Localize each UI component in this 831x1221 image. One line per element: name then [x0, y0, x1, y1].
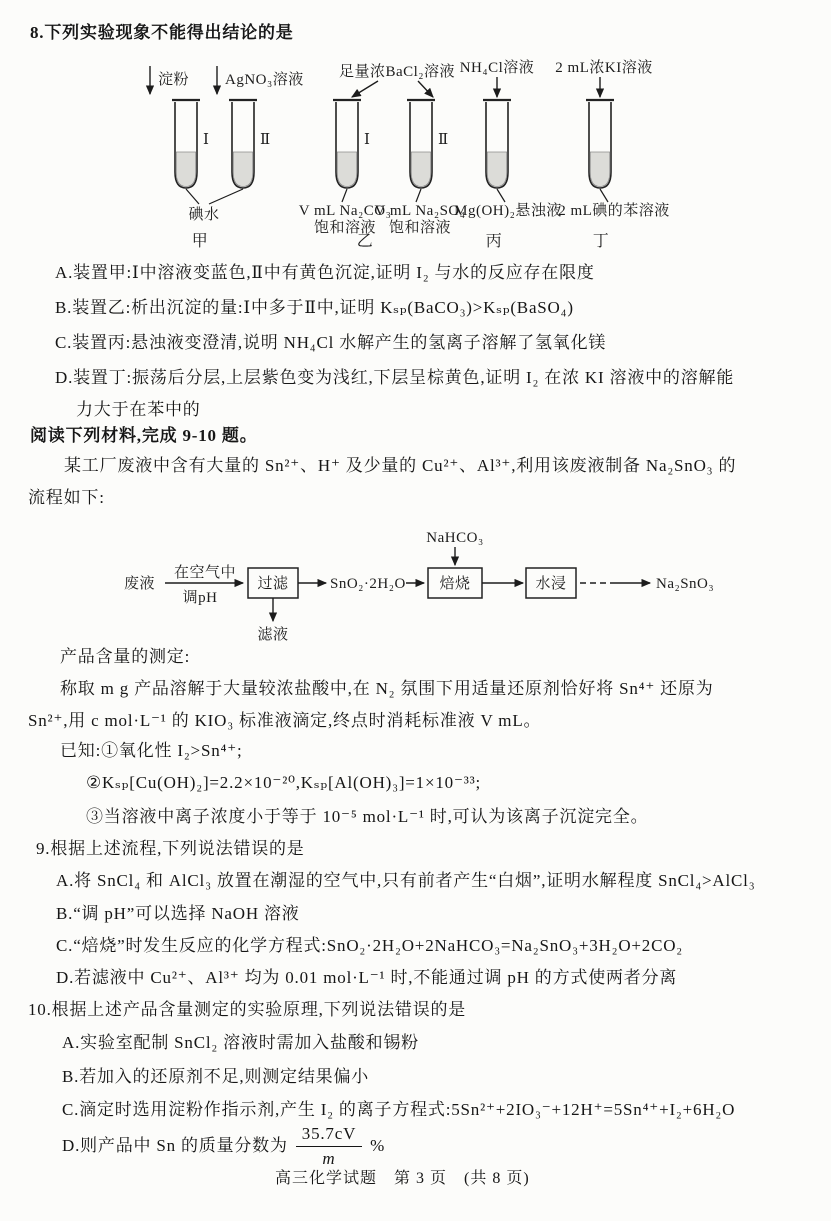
jia-tube1-label: Ⅰ [203, 132, 210, 148]
flow-intermediate-label: SnO₂·2H₂O [330, 576, 406, 592]
q10-option-a: A.实验室配制 SnCl₂ 溶液时需加入盐酸和锡粉 [62, 1033, 419, 1052]
q9-option-d: D.若滤液中 Cu²⁺、Al³⁺ 均为 0.01 mol·L⁻¹ 时,不能通过调 pH 的方式使两者分离 [56, 968, 678, 987]
ding-content-label: 2 mL碘的苯溶液 [558, 203, 670, 219]
q8-option-a: A.装置甲:Ⅰ中溶液变蓝色,Ⅱ中有黄色沉淀,证明 I₂ 与水的反应存在限度 [55, 263, 595, 282]
jia-caption: 甲 [191, 233, 209, 250]
apparatus-bing [454, 58, 562, 250]
test-tube-icon [229, 100, 257, 188]
q8-apparatus-diagram [0, 52, 831, 257]
yi-content1-label: V mL Na₂CO₃ [298, 203, 392, 219]
yi-content1-label2: 饱和溶液 [313, 220, 377, 236]
q9-option-c: C.“焙烧”时发生反应的化学方程式:SnO₂·2H₂O+2NaHCO₃=Na₂SnO₃+3H₂O+2CO₂ [56, 936, 684, 955]
measure-line2: Sn²⁺,用 c mol·L⁻¹ 的 KIO₃ 标准液滴定,终点时消耗标准液 V mL。 [28, 711, 542, 730]
q8-option-b: B.装置乙:析出沉淀的量:Ⅰ中多于Ⅱ中,证明 Kₛₚ(BaCO₃)>Kₛₚ(BaSO₄) [55, 298, 574, 317]
bing-content-label: Mg(OH)₂悬浊液 [454, 203, 562, 219]
q10-option-b: B.若加入的还原剂不足,则测定结果偏小 [62, 1067, 370, 1086]
question-10-stem: 10.根据上述产品含量测定的实验原理,下列说法错误的是 [28, 1000, 467, 1019]
arrow-down-icon [352, 81, 378, 97]
bing-caption: 丙 [485, 233, 503, 250]
flow-box-filter-label: 过滤 [257, 576, 289, 592]
flow-box-leach-label: 水浸 [535, 576, 567, 592]
leader-line [186, 189, 199, 204]
q10-option-d [62, 1124, 385, 1168]
q10-option-d-suffix: % [370, 1135, 386, 1155]
leader-line [209, 189, 243, 204]
measure-line1: 称取 m g 产品溶解于大量较浓盐酸中,在 N₂ 氛围下用适量还原剂恰好将 Sn⁴⁺ 还原为 [60, 679, 714, 698]
ding-caption: 丁 [592, 233, 610, 250]
ding-reagent-label: 2 mL浓KI溶液 [555, 60, 653, 76]
jia-reagent2-label: AgNO₃溶液 [225, 72, 304, 88]
known-line1: 已知:①氧化性 I₂>Sn⁴⁺; [60, 741, 243, 760]
question-8-stem: 8.下列实验现象不能得出结论的是 [30, 23, 294, 42]
jia-reagent1-label: 淀粉 [158, 72, 190, 88]
arrow-down-icon [418, 81, 433, 97]
test-tube-icon [483, 100, 511, 188]
flow-step1-bottom-label: 调pH [182, 590, 218, 606]
leader-line [600, 189, 608, 202]
material-intro-line2: 流程如下: [28, 488, 105, 507]
flow-box-roast-label: 焙烧 [439, 576, 471, 592]
test-tube-icon [586, 100, 614, 188]
flow-filtrate-label: 滤液 [257, 627, 289, 643]
flow-start-label: 废液 [124, 576, 156, 592]
q8-option-d: D.装置丁:振荡后分层,上层紫色变为浅红,下层呈棕黄色,证明 I₂ 在浓 KI 溶液中的溶解能 [55, 368, 735, 387]
leader-line [416, 189, 421, 202]
measure-heading: 产品含量的测定: [60, 647, 191, 666]
leader-line [497, 189, 505, 202]
leader-line [342, 189, 347, 202]
yi-caption: 乙 [356, 233, 374, 250]
flow-product-label: Na₂SnO₃ [656, 576, 715, 592]
yi-reagent-label: 足量浓BaCl₂溶液 [338, 64, 456, 80]
flow-step1-top-label: 在空气中 [173, 565, 237, 581]
page-footer: 高三化学试题 第 3 页 (共 8 页) [275, 1170, 530, 1187]
q10-option-c: C.滴定时选用淀粉作指示剂,产生 I₂ 的离子方程式:5Sn²⁺+2IO₃⁻+12H⁺=5Sn⁴⁺+I₂+6H₂O [62, 1100, 736, 1119]
jia-tube2-label: Ⅱ [260, 132, 271, 148]
q9-option-a: A.将 SnCl₄ 和 AlCl₃ 放置在潮湿的空气中,只有前者产生“白烟”,证明水解程度 SnCl₄>AlCl₃ [56, 871, 756, 890]
q8-option-d-cont: 力大于在苯中的 [76, 400, 201, 419]
q8-option-c: C.装置丙:悬浊液变澄清,说明 NH₄Cl 水解产生的氢离子溶解了氢氧化镁 [55, 333, 607, 352]
yi-tube2-label: Ⅱ [438, 132, 449, 148]
q10-option-d-prefix: D.则产品中 Sn 的质量分数为 [62, 1135, 288, 1155]
test-tube-icon [407, 100, 435, 188]
yi-content2-label2: 饱和溶液 [388, 220, 452, 236]
apparatus-jia [150, 66, 304, 250]
test-tube-icon [333, 100, 361, 188]
bing-reagent-label: NH₄Cl溶液 [459, 60, 535, 76]
process-flow-diagram [0, 518, 831, 653]
known-line2: ②Kₛₚ[Cu(OH)₂]=2.2×10⁻²⁰,Kₛₚ[Al(OH)₃]=1×10⁻³³; [86, 773, 482, 792]
fraction-numerator: 35.7cV [296, 1124, 362, 1147]
fraction-denominator: m [322, 1148, 336, 1168]
jia-content-label: 碘水 [188, 207, 220, 223]
flow-input-nahco3-label: NaHCO₃ [426, 530, 484, 546]
material-heading: 阅读下列材料,完成 9-10 题。 [30, 426, 258, 445]
question-9-stem: 9.根据上述流程,下列说法错误的是 [36, 839, 305, 858]
yi-content2-label: V mL Na₂SO₄ [374, 203, 466, 219]
q9-option-b: B.“调 pH”可以选择 NaOH 溶液 [56, 904, 300, 923]
mass-fraction-formula [296, 1124, 362, 1168]
known-line3: ③当溶液中离子浓度小于等于 10⁻⁵ mol·L⁻¹ 时,可认为该离子沉淀完全。 [86, 807, 649, 826]
apparatus-yi [299, 62, 466, 250]
apparatus-ding [555, 58, 670, 250]
yi-tube1-label: Ⅰ [364, 132, 371, 148]
material-intro-line1: 某工厂废液中含有大量的 Sn²⁺、H⁺ 及少量的 Cu²⁺、Al³⁺,利用该废液制备 Na₂SnO₃ 的 [64, 456, 737, 475]
test-tube-icon [172, 100, 200, 188]
